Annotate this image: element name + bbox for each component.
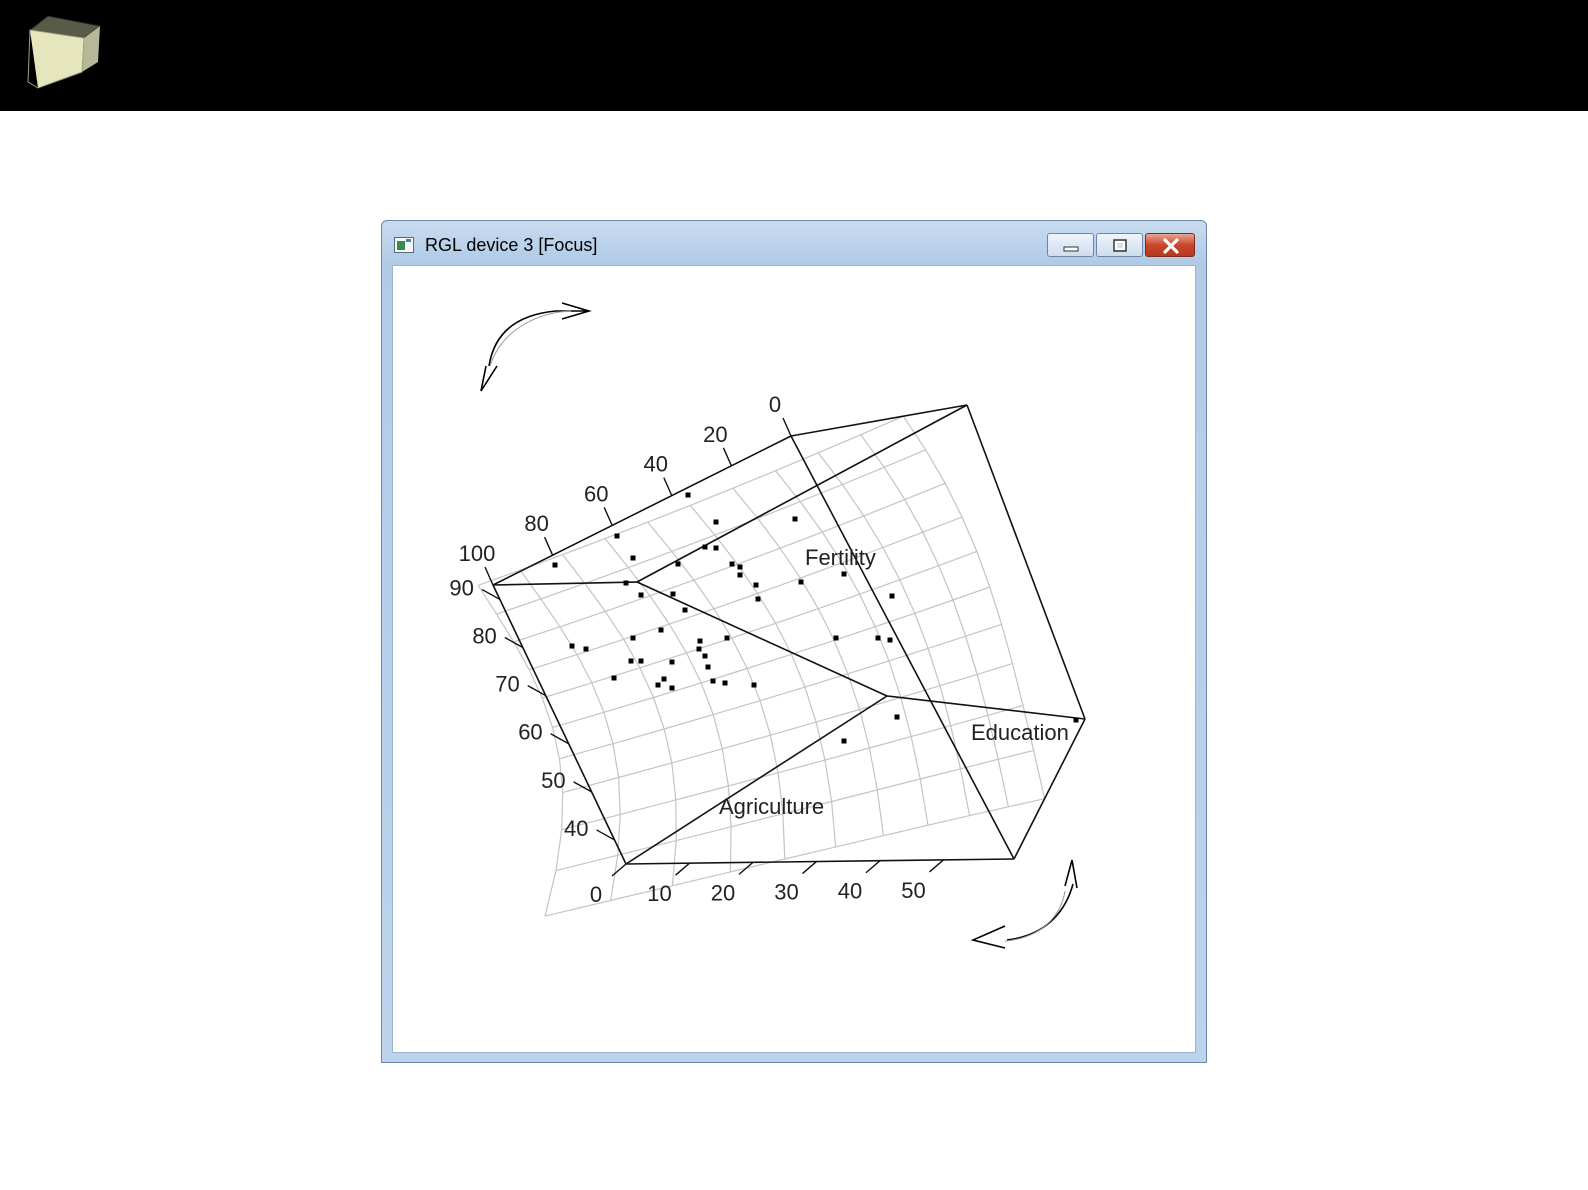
regression-surface — [478, 416, 1045, 916]
data-point — [659, 628, 664, 633]
z-tick — [612, 864, 626, 876]
data-point — [842, 572, 847, 577]
data-point — [615, 534, 620, 539]
z-tick — [802, 862, 816, 874]
data-point — [697, 647, 702, 652]
minimize-icon — [1048, 234, 1095, 258]
data-point — [639, 593, 644, 598]
x-tick-label: 80 — [524, 511, 549, 537]
maximize-icon — [1097, 234, 1144, 258]
data-point — [725, 636, 730, 641]
data-point — [631, 636, 636, 641]
rotate-arrow-icon — [490, 311, 571, 366]
data-point — [842, 739, 847, 744]
x-tick — [723, 448, 731, 466]
close-button[interactable] — [1145, 233, 1195, 257]
data-point — [584, 647, 589, 652]
minimize-button[interactable] — [1047, 233, 1094, 257]
data-point — [553, 563, 558, 568]
x-tick-label: 60 — [583, 481, 609, 507]
y-tick-label: 80 — [472, 623, 497, 649]
window-titlebar[interactable] — [382, 221, 1206, 265]
data-point — [639, 659, 644, 664]
box-edge — [791, 436, 1014, 859]
data-point — [631, 556, 636, 561]
data-point — [895, 715, 900, 720]
data-point — [670, 660, 675, 665]
box-edge — [626, 696, 887, 864]
data-point — [714, 546, 719, 551]
box-edge — [791, 405, 967, 436]
z-tick — [675, 863, 689, 875]
surface-line — [529, 517, 962, 670]
z-tick — [739, 862, 753, 874]
data-point — [793, 517, 798, 522]
data-point — [714, 520, 719, 525]
data-point — [686, 493, 691, 498]
y-tick-label: 50 — [541, 767, 566, 793]
window-app-icon — [394, 237, 414, 253]
box-edge — [493, 582, 637, 585]
box-edge — [637, 582, 887, 696]
data-point — [703, 545, 708, 550]
surface-line — [497, 450, 926, 614]
data-point — [876, 636, 881, 641]
y-tick-label: 40 — [564, 815, 589, 841]
data-point — [670, 686, 675, 691]
z-tick — [929, 860, 943, 872]
data-point — [752, 683, 757, 688]
surface-line — [560, 624, 1002, 758]
window-title: RGL device 3 [Focus] — [425, 235, 598, 255]
surface-line — [553, 587, 990, 727]
data-point — [676, 562, 681, 567]
z-tick-label: 50 — [901, 877, 926, 903]
data-point — [1074, 718, 1079, 723]
top-banner — [0, 0, 1588, 111]
data-point — [756, 597, 761, 602]
data-point — [834, 636, 839, 641]
x-tick — [604, 507, 612, 525]
x-tick — [664, 478, 672, 496]
data-point — [711, 679, 716, 684]
z-tick-label: 20 — [710, 880, 736, 906]
plot-3d[interactable] — [393, 266, 1195, 1052]
data-point — [683, 608, 688, 613]
rgl-device-window[interactable] — [381, 220, 1207, 1063]
x-tick-label: 0 — [768, 392, 782, 417]
data-point — [723, 681, 728, 686]
surface-line — [818, 453, 969, 816]
data-point — [624, 581, 629, 586]
z-tick-label: 10 — [647, 881, 672, 907]
x-tick — [783, 418, 791, 436]
z-tick — [866, 861, 880, 873]
x-axis-title: Agriculture — [719, 794, 825, 819]
data-point — [730, 562, 735, 567]
surface-line — [605, 539, 731, 872]
surface-line — [542, 551, 977, 698]
data-point — [706, 665, 711, 670]
data-point — [570, 644, 575, 649]
data-point — [612, 676, 617, 681]
x-tick — [545, 537, 553, 555]
rotate-arrow-icon — [481, 303, 589, 391]
data-point — [754, 583, 759, 588]
surface-line — [733, 488, 884, 836]
z-axis-title: Education — [971, 720, 1069, 745]
data-point — [738, 573, 743, 578]
data-point — [656, 683, 661, 688]
data-point — [629, 659, 634, 664]
box-edge — [626, 859, 1014, 864]
x-tick-label: 20 — [703, 421, 728, 447]
app-logo-cube-icon — [24, 12, 104, 92]
z-tick-label: 30 — [774, 879, 799, 905]
z-tick-label: 40 — [837, 878, 863, 904]
z-tick-label: 0 — [589, 882, 603, 907]
y-tick-label: 60 — [518, 719, 543, 745]
close-icon — [1146, 234, 1196, 258]
surface-line — [776, 471, 928, 826]
y-tick-label: 70 — [495, 671, 520, 697]
data-point — [662, 677, 667, 682]
data-point — [703, 654, 708, 659]
maximize-button[interactable] — [1096, 233, 1143, 257]
surface-line — [861, 435, 1009, 807]
data-point — [671, 592, 676, 597]
rgl-canvas[interactable] — [392, 265, 1196, 1053]
x-tick-label: 100 — [458, 541, 496, 566]
data-point — [799, 580, 804, 585]
y-axis-title: Fertility — [805, 545, 876, 570]
axis-tick-labels — [449, 392, 925, 907]
data-point — [738, 565, 743, 570]
data-point — [698, 639, 703, 644]
y-tick-label: 90 — [449, 575, 474, 601]
data-point — [888, 638, 893, 643]
x-tick-label: 40 — [643, 451, 669, 477]
data-point — [890, 594, 895, 599]
